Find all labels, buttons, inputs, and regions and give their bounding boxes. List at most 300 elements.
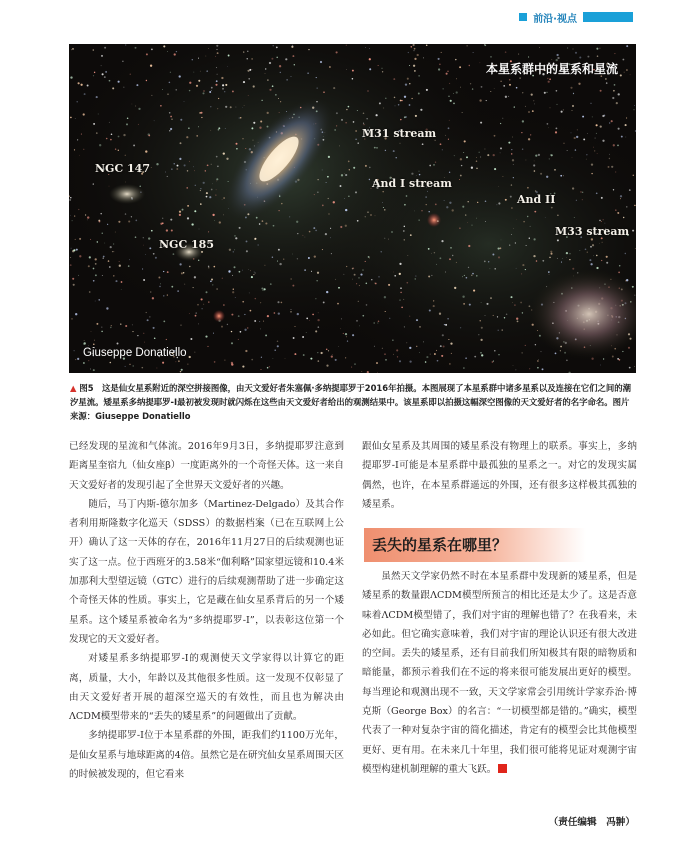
star — [546, 92, 547, 93]
star — [218, 98, 219, 99]
star — [577, 129, 578, 130]
star — [323, 91, 325, 93]
star — [449, 258, 451, 260]
star — [250, 270, 251, 271]
star — [101, 55, 103, 57]
star — [525, 345, 526, 346]
star — [160, 105, 162, 107]
star — [498, 330, 499, 331]
star — [384, 353, 386, 355]
star — [180, 371, 182, 373]
star — [150, 65, 152, 67]
star — [125, 213, 126, 214]
star — [400, 300, 401, 301]
star — [561, 111, 563, 113]
star — [406, 195, 408, 197]
star — [511, 234, 512, 235]
star — [166, 229, 168, 231]
star — [388, 239, 389, 240]
star — [602, 140, 604, 142]
star — [501, 240, 502, 241]
star — [465, 214, 466, 215]
star — [210, 130, 211, 131]
star — [211, 279, 213, 281]
star — [521, 273, 522, 274]
star — [233, 289, 234, 290]
star — [259, 321, 260, 322]
star — [504, 317, 505, 318]
star — [336, 51, 338, 53]
star — [96, 323, 98, 325]
star — [231, 331, 232, 332]
star — [389, 318, 390, 319]
star — [614, 53, 615, 54]
star — [170, 128, 172, 130]
star — [460, 175, 462, 177]
star — [347, 340, 348, 341]
star — [419, 326, 420, 327]
star — [336, 125, 337, 126]
header-square-icon — [519, 13, 527, 21]
star — [248, 78, 250, 80]
star — [340, 226, 342, 228]
label-ngc185: NGC 185 — [159, 238, 214, 251]
star — [528, 138, 530, 140]
star — [480, 352, 482, 354]
star — [346, 109, 347, 110]
star — [516, 370, 517, 371]
star — [609, 122, 610, 123]
star — [488, 261, 489, 262]
star — [83, 149, 84, 150]
star — [70, 215, 71, 216]
star — [467, 201, 468, 202]
star — [320, 61, 322, 63]
star — [348, 161, 350, 163]
star — [513, 228, 514, 229]
star — [206, 70, 208, 72]
star — [248, 269, 249, 270]
star — [404, 204, 406, 206]
star — [87, 85, 89, 87]
star — [179, 158, 181, 160]
star — [634, 105, 635, 106]
star — [400, 287, 402, 289]
star — [314, 194, 315, 195]
star — [617, 358, 619, 360]
star — [292, 254, 293, 255]
star — [328, 350, 329, 351]
star — [525, 269, 526, 270]
star — [493, 315, 494, 316]
star — [630, 74, 631, 75]
star — [465, 357, 467, 359]
star — [190, 338, 192, 340]
star — [177, 165, 179, 167]
right-paragraph-2-text: 虽然天文学家仍然不时在本星系群中发现新的矮星系，但是矮星系的数量跟ΛCDM模型所预言的相比还是太少了。这是否意味着ΛCDM模型错了，我们对宇宙的理解也错了？在我看来，未必如此。但它确实意味着，我们对宇宙的理论认识还有很大改进的空间。丢失的矮星系，还有目前我们所知极其有限的暗物质和暗能量，都预示着我们在不远的将来很可能发展出更好的模型。每当理论和观测出现不一致，天文学家常会引用统计学家乔治·博克斯（George Box）的名言：“一切模型都是错的。”确实，模型代表了一种对复杂宇宙的简化描述，肯定有的模型会比其他模型更好、更有用。在未来几十年里，我们很可能将见证对观测宇宙模型构建机制理解的重大飞跃。 — [362, 571, 637, 775]
star — [613, 90, 615, 92]
star — [363, 124, 364, 125]
star — [367, 212, 368, 213]
star — [512, 159, 514, 161]
star — [138, 108, 140, 110]
star — [193, 166, 194, 167]
star — [494, 350, 496, 352]
star — [328, 198, 329, 199]
star — [312, 314, 314, 316]
star — [110, 362, 112, 364]
star — [205, 170, 206, 171]
star — [400, 292, 402, 294]
star — [135, 47, 137, 49]
star — [441, 52, 442, 53]
star — [498, 256, 500, 258]
star — [276, 57, 277, 58]
star — [101, 65, 102, 66]
star — [186, 187, 188, 189]
star — [318, 179, 319, 180]
star — [242, 107, 243, 108]
star — [548, 271, 550, 273]
star — [112, 251, 113, 252]
star — [90, 239, 91, 240]
star — [160, 283, 161, 284]
star — [88, 345, 89, 346]
star — [497, 316, 498, 317]
star — [433, 300, 434, 301]
star — [176, 361, 177, 362]
star — [205, 336, 207, 338]
star — [563, 175, 564, 176]
star — [400, 119, 401, 120]
star — [180, 324, 181, 325]
star — [492, 254, 494, 256]
star — [232, 291, 234, 293]
star — [247, 70, 249, 72]
end-mark-icon — [498, 764, 507, 773]
star — [310, 358, 312, 360]
star — [601, 197, 603, 199]
star — [194, 170, 195, 171]
star — [358, 301, 359, 302]
star — [156, 163, 158, 165]
star — [369, 58, 371, 60]
star — [118, 81, 120, 83]
star — [125, 45, 126, 46]
star — [297, 233, 298, 234]
star — [459, 227, 461, 229]
star — [162, 362, 164, 364]
star — [582, 192, 583, 193]
star — [356, 283, 357, 284]
star — [174, 53, 176, 55]
star — [377, 323, 378, 324]
star — [591, 238, 593, 240]
star — [635, 248, 636, 249]
star — [513, 177, 514, 178]
star — [354, 363, 355, 364]
star — [269, 89, 271, 91]
star — [215, 195, 216, 196]
star — [323, 301, 325, 303]
star — [365, 261, 366, 262]
star — [166, 339, 167, 340]
star — [98, 299, 99, 300]
star — [393, 78, 395, 80]
star — [391, 231, 393, 233]
star — [198, 58, 199, 59]
star — [401, 307, 402, 308]
star — [278, 210, 279, 211]
star — [322, 169, 323, 170]
star — [434, 252, 435, 253]
star — [303, 235, 304, 236]
star — [449, 363, 451, 365]
star — [294, 64, 295, 65]
star — [369, 167, 371, 169]
star — [592, 116, 593, 117]
star — [606, 262, 608, 264]
star — [216, 180, 217, 181]
star — [221, 77, 223, 79]
star — [216, 45, 218, 47]
star — [129, 259, 130, 260]
star — [360, 274, 362, 276]
star — [196, 312, 197, 313]
star — [419, 174, 420, 175]
star — [480, 157, 481, 158]
star — [555, 353, 557, 355]
star — [476, 168, 477, 169]
star — [428, 276, 429, 277]
star — [75, 239, 76, 240]
star — [325, 233, 327, 235]
star — [486, 303, 488, 305]
star — [340, 185, 342, 187]
star — [586, 159, 587, 160]
star — [367, 90, 368, 91]
star — [214, 361, 216, 363]
star — [563, 109, 564, 110]
star — [132, 104, 133, 105]
star — [587, 252, 588, 253]
star — [165, 172, 166, 173]
star — [117, 343, 119, 345]
star — [382, 68, 383, 69]
star — [605, 78, 606, 79]
star — [328, 156, 330, 158]
star — [510, 296, 512, 298]
section-header — [519, 10, 633, 24]
star — [621, 136, 623, 138]
star — [423, 57, 424, 58]
star — [292, 285, 294, 287]
star — [509, 245, 510, 246]
star — [104, 76, 106, 78]
star — [208, 267, 209, 268]
star — [596, 124, 598, 126]
star — [119, 265, 121, 267]
star — [416, 319, 418, 321]
star — [254, 238, 256, 240]
star — [471, 275, 472, 276]
star — [278, 249, 280, 251]
star — [201, 308, 202, 309]
star — [216, 178, 218, 180]
star — [591, 163, 593, 165]
star — [201, 117, 202, 118]
star — [85, 214, 86, 215]
star — [512, 302, 513, 303]
star — [361, 371, 362, 372]
star — [238, 339, 239, 340]
star — [490, 91, 491, 92]
star — [167, 176, 168, 177]
star — [538, 359, 539, 360]
star — [242, 301, 244, 303]
star — [461, 165, 462, 166]
star — [249, 69, 251, 71]
star — [378, 321, 380, 323]
star — [332, 354, 333, 355]
star — [345, 175, 346, 176]
star — [133, 144, 135, 146]
star — [181, 272, 183, 274]
star — [490, 268, 491, 269]
star — [522, 148, 523, 149]
star — [595, 138, 596, 139]
star — [280, 72, 281, 73]
star — [208, 266, 209, 267]
star — [447, 71, 449, 73]
star — [171, 118, 173, 120]
star — [307, 72, 309, 74]
star — [225, 106, 227, 108]
star — [608, 166, 610, 168]
star — [73, 284, 75, 286]
star — [270, 283, 272, 285]
star — [234, 266, 236, 268]
star — [326, 291, 328, 293]
star — [170, 219, 172, 221]
star — [136, 84, 138, 86]
star — [403, 230, 405, 232]
star — [516, 318, 518, 320]
star — [527, 216, 528, 217]
star — [427, 191, 428, 192]
star — [128, 265, 130, 267]
star — [318, 312, 319, 313]
star — [624, 72, 625, 73]
star — [417, 54, 419, 56]
star — [441, 240, 443, 242]
star — [217, 166, 219, 168]
star — [265, 222, 267, 224]
star — [183, 272, 185, 274]
star — [399, 263, 401, 265]
star — [587, 133, 588, 134]
star — [409, 360, 411, 362]
star — [179, 211, 181, 213]
star — [269, 366, 270, 367]
star — [522, 120, 524, 122]
star — [393, 354, 394, 355]
star — [344, 274, 345, 275]
star — [509, 84, 511, 86]
star — [580, 191, 582, 193]
star — [135, 236, 137, 238]
star — [586, 154, 587, 155]
star — [534, 104, 535, 105]
star — [246, 240, 248, 242]
star — [147, 319, 149, 321]
star — [245, 148, 246, 149]
star — [566, 252, 568, 254]
star — [272, 85, 274, 87]
galaxy-mosaic-graphic — [69, 44, 636, 373]
star — [545, 217, 546, 218]
star — [171, 229, 173, 231]
star — [550, 107, 551, 108]
star — [459, 66, 461, 68]
star — [472, 88, 473, 89]
star — [589, 259, 591, 261]
star — [618, 93, 620, 95]
star — [125, 366, 126, 367]
star — [484, 44, 485, 45]
star — [632, 230, 634, 232]
star — [144, 342, 145, 343]
star — [103, 258, 104, 259]
star — [113, 251, 114, 252]
star — [150, 291, 151, 292]
section-heading-box — [364, 528, 586, 562]
star — [409, 104, 411, 106]
star — [498, 354, 499, 355]
star — [519, 77, 521, 79]
star — [222, 88, 224, 90]
star — [279, 65, 281, 67]
star — [200, 188, 201, 189]
star — [441, 355, 443, 357]
star — [142, 268, 143, 269]
star — [180, 119, 182, 121]
star — [254, 272, 255, 273]
star — [199, 112, 201, 114]
star — [137, 335, 138, 336]
star — [317, 280, 318, 281]
star — [122, 61, 123, 62]
star — [93, 280, 95, 282]
star — [505, 199, 507, 201]
star — [297, 313, 299, 315]
star — [579, 56, 581, 58]
star — [271, 58, 273, 60]
star — [207, 164, 209, 166]
star — [496, 204, 497, 205]
star — [474, 356, 476, 358]
star — [203, 90, 204, 91]
label-and1-stream: And I stream — [372, 177, 452, 190]
star — [509, 79, 511, 81]
star — [513, 365, 514, 366]
star — [79, 255, 81, 257]
star — [196, 85, 198, 87]
star — [260, 302, 261, 303]
star — [609, 158, 610, 159]
star — [73, 249, 75, 251]
star — [265, 334, 267, 336]
